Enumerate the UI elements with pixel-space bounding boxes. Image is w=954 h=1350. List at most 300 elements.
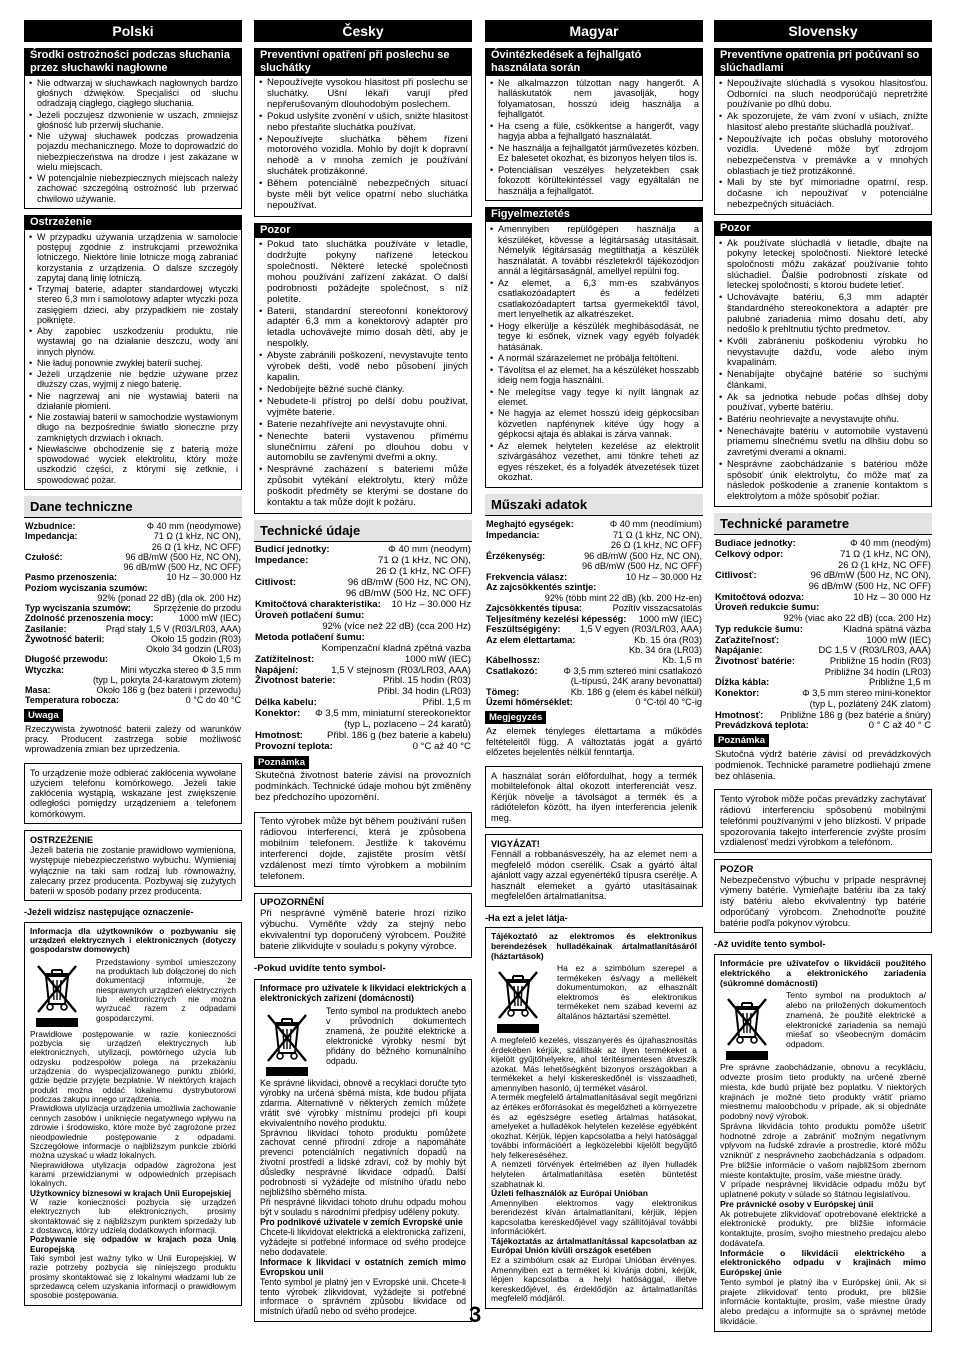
spec-key: Feszültségigény: <box>486 624 561 635</box>
spec-row <box>486 572 702 582</box>
specifications-table <box>485 516 703 708</box>
caution-list <box>714 236 932 507</box>
interference-notice: A használat során előfordulhat, hogy a termék mobiltelefonok által okozott interferenciát vesz. Kérjük növelje a távolságot a termék és a rádiótelefon között, ha ilyen interferencia jelenik meg. <box>485 766 703 828</box>
list-item: • Nenechte baterii vystavenou přímému slunečnímu záření po dlouhou dobu v automobilu se zavřenými dveřmi a okny. <box>258 432 468 465</box>
spec-value: 0 ° C až 40 ° C <box>868 719 931 731</box>
spec-value: 0 °C-tól 40 °C-ig <box>635 697 702 708</box>
list-item: • Hogy elkerülje a készülék meghibásodását, ne tegye ki esőnek, víznek vagy egyéb folyadék hatásának. <box>489 321 699 352</box>
symbol-line: -Až uvidíte tento symbol- <box>714 938 826 950</box>
spec-row <box>255 644 471 655</box>
list-item: • Pokud tato sluchátka používáte v letadle, dodržujte pokyny nařízené leteckou společností. Některé letecké společnosti mohou používání zařízení zakázat. O další podrobnosti požádejte společnost, s níž poletíte. <box>258 240 468 306</box>
column-cesky <box>254 20 472 1322</box>
caution-section <box>254 223 472 514</box>
spec-row <box>715 624 931 635</box>
note-title: Poznámka <box>714 734 769 747</box>
list-item: • Ne használja a fejhallgatót járművezetés közben. Ez balesetet okozhat, és bizonyos helyen tilos is. <box>489 143 699 164</box>
spec-row <box>25 603 241 613</box>
weee-outside-eu-title: Informácie o likvidácii elektrického a elektronického odpadu v krajinách mimo Európskej únie <box>720 1247 926 1278</box>
warning-title: VIGYÁZAT! <box>491 838 540 849</box>
caution-list <box>24 230 242 490</box>
weee-business-text: Amennyiben elektromos vagy elektronikus berendezést kíván ártalmatlanítani, kérjük, lépjen kapcsolatba kereskedőjével vagy szállítójával további információkért. <box>491 1197 697 1237</box>
list-item: • Nepoužívajte slúchadlá s vysokou hlasitosťou. Odborníci na sluch neodporúčajú nepretržité používanie po dlhú dobu. <box>718 78 928 110</box>
spec-value: Přibl. 15 hodin (R03) Přibl. 34 hodin (LR03) <box>377 675 471 698</box>
spec-key: Zaťažiteľnosť: <box>715 633 780 645</box>
spec-value: Kladná spätná väzba <box>843 622 931 634</box>
weee-outside-eu-text: Ez a szimbólum csak az Európai Unióban érvényes. Amennyiben ezt a terméket ki kívánja dobni, kérjük, lépjen kapcsolatba a helyi hatósággal, illetve kereskedőjével, és érdeklődjön az ártalmatlanítás megfelelő módjáról. <box>491 1255 697 1304</box>
weee-title: Informace pro uživatele k likvidaci elektrických a elektronických zařízení (domácnosti) <box>260 982 466 1003</box>
spec-value: Prąd stały 1,5 V (R03/LR03, AAA) <box>105 623 241 634</box>
specifications-section <box>485 494 703 760</box>
weee-paragraph: Prawidłowe postępowanie w razie konieczności pozbycia się urządzeń elektrycznych lub elektronicznych, utylizacji, powtórnego użycia lub odzysku podzespołów polega na przekazaniu urządzenia do wyspecjalizowanego punktu zbiórki, gdzie będzie przyjęte bezpłatnie. W niektórych krajach produkt można oddać lokalnemu dystrybutorowi podczas zakupu innego urządzenia. <box>30 1029 236 1105</box>
weee-business-title: Użytkownicy biznesowi w krajach Unii Europejskiej <box>30 1188 232 1198</box>
spec-row <box>255 676 471 698</box>
weee-outside-eu-text: Taki symbol jest ważny tylko w Unii Europejskiej. W razie potrzeby pozbycia się niniejszego produktu prosimy skontaktować się z lokalnymi władzami lub ze sprzedawcą celem uzyskania informacji o prawidłowym sposobie postępowania. <box>30 1253 236 1301</box>
spec-key: Typ wyciszania szumów: <box>25 603 131 614</box>
spec-key: Długość przewodu: <box>25 654 108 665</box>
spec-key: Pasmo przenoszenia: <box>25 572 118 583</box>
list-item: • Amennyiben repülőgépen használja a készüléket, kövesse a légitársaság utasításait. Némelyik légitársaság megtilthatja a készülék használatát. A további részletekről tájékozódjon annál a légitársaságnál, amellyel repülni fog. <box>489 224 699 276</box>
caution-title: Ostrzeżenie <box>24 215 242 230</box>
headphone-precautions <box>24 48 242 209</box>
spec-value: 1,5 V egyen (R03/LR03, AAA) <box>579 624 702 635</box>
spec-row <box>486 519 702 529</box>
spec-key: Teljesítmény kezelési képesség: <box>486 613 627 624</box>
spec-key: Zatížitelnost: <box>255 653 315 665</box>
spec-key: Citlivosť: <box>715 569 757 581</box>
weee-disposal-info <box>24 922 242 1306</box>
spec-value: 1,5 V stejnosm (R03/LR03, AAA) <box>331 664 471 676</box>
spec-key: Kábelhossz: <box>486 655 541 666</box>
list-item: • Nie nagrzewaj ani nie wystawiaj baterii na działanie płomieni. <box>28 391 238 412</box>
spec-key: Napájanie: <box>715 644 763 656</box>
list-item: • Nedobíjejte běžné suché články. <box>258 385 468 396</box>
crossed-bin-icon <box>30 958 90 1027</box>
crossed-bin-icon <box>491 964 551 1033</box>
weee-intro: Przedstawiony symbol umieszczony na produktach lub dołączonej do nich dokumentacji informuje, że niesprawnych urządzeń elektrycznych lub elektronicznych nie można wyrzucać razem z odpadami gospodarczymi. <box>96 957 236 1023</box>
spec-key: Wzbudnice: <box>25 521 76 532</box>
spec-row <box>486 635 702 656</box>
spec-value: 10 Hz – 30.000 Hz <box>391 599 471 611</box>
precautions-list <box>714 76 932 215</box>
symbol-line: -Jeżeli widzisz następujące oznaczenie- <box>24 907 194 918</box>
column-polski <box>24 20 242 1306</box>
spec-row <box>25 531 241 552</box>
bin-bar <box>726 1051 768 1060</box>
page-number: 3 <box>469 1302 482 1327</box>
battery-warning <box>714 859 932 933</box>
spec-key: Životnost baterie: <box>255 675 336 687</box>
spec-row <box>715 688 931 709</box>
spec-row <box>486 666 702 687</box>
spec-value: 1000 mW (IEC) <box>404 653 471 665</box>
spec-key: Masa: <box>25 685 51 696</box>
list-item: • Během potenciálně nebezpečných situací byste měli být velice opatrní nebo sluchátka nepoužívat. <box>258 179 468 212</box>
spec-row <box>486 603 702 613</box>
spec-key: Impedance: <box>255 555 309 567</box>
spec-key: Životnosť batérie: <box>715 655 796 667</box>
weee-title: Informácie pre užívateľov o likvidácii použitého elektrického a elektronického zariadenia (súkromné domácnosti) <box>720 958 926 988</box>
precautions-list <box>254 76 472 217</box>
headphone-precautions <box>714 48 932 215</box>
spec-key: Czułość: <box>25 551 63 562</box>
specifications-title: Műszaki adatok <box>485 494 703 516</box>
spec-key: Wtyczka: <box>25 664 65 675</box>
weee-disposal-info <box>714 954 932 1332</box>
list-item: • Jeżeli urządzenie nie będzie używane przez dłuższy czas, wyjmij z niego baterię. <box>28 369 238 390</box>
spec-value: Přibl. 1,5 m <box>422 697 471 709</box>
weee-paragraph: Nieprawidłowa utylizacja odpadów zagrożona jest karami przewidzianymi w odpowiednich przepisach lokalnych. <box>30 1160 236 1189</box>
list-item: • Nepoužívejte sluchátka během řízení motorového vozidla. Mohlo by dojít k dopravní nehodě a v mnoha zemích je používání sluchátek protizákonné. <box>258 135 468 179</box>
list-item: • Ak spozorujete, že vám zvoní v ušiach, znížte hlasitosť alebo prestaňte slúchadlá používať. <box>718 111 928 132</box>
spec-value: 1000 mW (IEC) <box>866 633 931 645</box>
spec-row <box>25 552 241 573</box>
spec-key: Dĺžka kábla: <box>715 676 770 688</box>
headphone-precautions <box>485 48 703 201</box>
weee-body <box>30 1030 236 1189</box>
list-item: • W potencjalnie niebezpiecznych miejscach należy zachować szczególną ostrożność lub przerwać chwilowo używanie. <box>28 173 238 204</box>
spec-value: Φ 40 mm (neodým) <box>850 537 931 549</box>
spec-value: 71 Ω (1 kHz, NC ON), 26 Ω (1 kHz, NC OFF) <box>151 531 241 552</box>
spec-row <box>25 665 241 686</box>
weee-intro: Tento symbol na produktech anebo v průvodních dokumentech znamená, že použité elektrické a elektronické výrobky nesmí být přidány do běžného komunálního odpadu. <box>326 1005 466 1066</box>
spec-key: Tömeg: <box>486 686 520 697</box>
spec-value: 96 dB/mW (500 Hz, NC ON), 96 dB/mW (500 Hz, NC OFF) <box>808 569 931 591</box>
spec-row <box>486 697 702 707</box>
list-item: • Nie zostawiaj baterii w samochodzie wystawionym długo na bezpośrednie światło słoneczne przy zamkniętych drzwiach i oknach. <box>28 412 238 443</box>
spec-row <box>486 624 702 634</box>
spec-key: Prevádzková teplota: <box>715 719 809 731</box>
spec-value: DC 1,5 V (R03/LR03, AAA) <box>818 644 931 656</box>
spec-value: Približne 1,5 m <box>868 676 931 688</box>
spec-key: Konektor: <box>715 687 760 699</box>
language-heading: Polski <box>24 20 242 42</box>
precautions-title: Preventívne opatrenia pri počúvaní so slúchadlami <box>714 48 932 76</box>
spec-key: Temperatura robocza: <box>25 695 119 706</box>
spec-value: Kb. 15 óra (R03) Kb. 34 óra (LR03) <box>628 634 702 655</box>
spec-key: Hmotnosť: <box>715 708 764 720</box>
spec-key: Impedancia: <box>486 529 540 540</box>
weee-paragraph: Prawidłowa utylizacja urządzenia umożliwia zachowanie cennych zasobów i uniknięcie negatywnego wpływu na zdrowie i środowisko, które może być zagrożone przez nieodpowiednie postępowanie z odpadami. Szczegółowe informacje o najbliższym punkcie zbiórki można uzyskać u władz lokalnych. <box>30 1104 236 1161</box>
weee-body <box>491 1036 697 1189</box>
interference-notice: Tento výrobek může být během používání rušen rádiovou interferencí, která je způsobena mobilním telefonem. Jestliže k takovému interferenci dojde, zajistěte prosím větší vzdálenost mezi tímto výrobkem a mobilním telefonem. <box>254 812 472 888</box>
spec-key: Budicí jednotky: <box>255 544 330 556</box>
spec-key: Úroveň redukcie šumu: <box>715 601 820 613</box>
spec-value: Kb. 186 g (elem és kábel nélkül) <box>570 686 702 697</box>
weee-business-title: Üzleti felhasználók az Európai Unióban <box>491 1188 648 1199</box>
weee-paragraph: Správnou likvidací tohoto produktu pomůžete zachovat cenné přírodní zdroje a napomáháte prevenci potenciálních negativních dopadů na životní prostředí a lidské zdraví, což by mohly být důsledky nesprávné likvidace odpadů. Další podrobnosti si vyžádejte od místního úřadu nebo nejbližšího sběrného místa. <box>260 1127 466 1198</box>
weee-title: Tájékoztató az elektromos és elektronikus berendezések hulladékainak ártalmatlanításáról (háztartások) <box>491 931 697 961</box>
spec-key: Zajcsökkentés típusa: <box>486 603 582 614</box>
column-slovensky <box>714 20 932 1332</box>
spec-row <box>715 570 931 591</box>
list-item: • Mali by ste byť mimoriadne opatrní, resp. dočasne ich nepoužívať v potenciálne nebezpečných situáciách. <box>718 177 928 209</box>
spec-value: Φ 3,5 mm stereo mini-konektor (typ L, pozlátený 24K zlatom) <box>802 687 931 709</box>
specifications-section <box>254 520 472 806</box>
note-text: Skutočná výdrž batérie závisí od prevádzkových podmienok. Technické parametre podliehajú zmene bez ohlásenia. <box>715 748 931 781</box>
spec-value: 71 Ω (1 kHz, NC ON), 26 Ω (1 kHz, NC OFF) <box>375 555 471 578</box>
spec-row <box>25 624 241 634</box>
spec-key: Kmitočtová charakteristika: <box>255 599 381 611</box>
list-item: • Nenechávajte batériu v automobile vystavenú priamemu slnečnému svetlu na dlhšiu dobu so zavretými dverami a oknami. <box>718 426 928 458</box>
spec-value: 92% (viac ako 22 dB) (cca. 200 Hz) <box>783 612 931 624</box>
spec-key: Impedancja: <box>25 531 78 542</box>
list-item: • Nesprávné zacházení s bateriemi může způsobit vytékání elektrolytu, který může poškodit předměty se kterými se dostane do kontaktu a tak může dojít k požáru. <box>258 465 468 509</box>
caution-section <box>714 221 932 507</box>
weee-paragraph: A termék megfelelő ártalmatlanításával segít megőrizni az értékes erőforrásokat és megelőzheti a környezetre és az egészségre esetleg ártalmas hatásokat, amelyeket a hulladékok helytelen kezelése egyébként okozhat. Kérjük, lépjen kapcsolatba a helyi hatósággal további információért a legközelebbi kijelölt begyűjtő hely felkereséséhez. <box>491 1092 697 1160</box>
list-item: • Ne alkalmazzon túlzottan nagy hangerőt. A halláskutatók nem javasolják, hogy folyamatosan, hosszú ideig használja a fejhallgatót. <box>489 78 699 120</box>
spec-key: Budiace jednotky: <box>715 537 796 549</box>
list-item: • Nepoužívejte vysokou hlasitost při poslechu se sluchátky. Ušní lékaři varují před nepřerušovaným dlouhodobým poslechem. <box>258 78 468 111</box>
caution-list <box>254 238 472 514</box>
list-item: • Ak sa jednotka nebude počas dlhšej doby používať, vyberte batériu. <box>718 392 928 413</box>
weee-outside-eu-title: Pozbywanie się odpadów w krajach poza Unią Europejską <box>30 1235 236 1254</box>
list-item: • Az elemek helytelen kezelése az elektrolit szivárgásához vezethet, ami tönkre teheti az egyes részeket, és a folyadék átvezetések tüzet okozhat. <box>489 441 699 483</box>
warning-title: POZOR <box>720 863 754 874</box>
column-magyar <box>485 20 703 1309</box>
weee-paragraph: Správna likvidácia tohto produktu pomôže ušetriť hodnotné zdroje a zabrániť možným negatívnym vplyvom na ľudské zdravie a prostredie, ktoré môžu vzniknúť z nesprávneho zaobchádzania s odpadom. Pre bližšie informácie o vašom najbližšom zbernom mieste kontaktujte, prosím, vaše miestne úrady. <box>720 1120 926 1180</box>
list-item: • Nie używaj słuchawek podczas prowadzenia pojazdu mechanicznego. Może to doprowadzić do niebezpieczeństwa na drodze i jest zakazane w wielu miejscach. <box>28 131 238 172</box>
specifications-table <box>254 542 472 753</box>
weee-paragraph: V prípade nesprávnej likvidácie odpadu môžu byť uplatnené pokuty v súlade so štátnou legislatívou. <box>720 1179 926 1200</box>
spec-row <box>25 593 241 603</box>
warning-text: Nebezpečenstvo výbuchu v prípade nesprávnej výmeny batérie. Vymieňajte batériu iba za taký istý batériu alebo ekvivalentný typ batérie odporúčaný výrobcom. Znehodnoťte použité batérie podľa pokynov výrobcu. <box>720 873 926 928</box>
spec-key: Kmitočtová odozva: <box>715 590 805 602</box>
spec-key: Úroveň potlačení šumu: <box>255 609 365 621</box>
list-item: • Ne melegítse vagy tegye ki nyílt lángnak az elemet. <box>489 387 699 408</box>
spec-row <box>715 549 931 570</box>
spec-key: Żywotność baterii: <box>25 633 105 644</box>
spec-key: Provozní teplota: <box>255 741 333 753</box>
spec-value: 92% (több mint 22 dB) (kb. 200 Hz-en) <box>544 592 702 603</box>
weee-paragraph: A nemzeti törvények értelmében az ilyen hulladék helytelen ártalmatlanítása esetén büntetést szabhatnak ki. <box>491 1159 697 1189</box>
list-item: • Nenabíjajte obyčajné batérie so suchými článkami. <box>718 369 928 390</box>
bin-bar <box>497 1024 539 1033</box>
bin-bar <box>36 1018 78 1027</box>
specifications-title: Technické údaje <box>254 520 472 542</box>
symbol-line: -Ha ezt a jelet látja- <box>485 912 568 923</box>
spec-value: Pozitív visszacsatolás <box>612 603 702 614</box>
spec-row <box>255 709 471 731</box>
weee-body <box>720 1063 926 1200</box>
spec-value: 96 dB/mW (500 Hz, NC ON), 96 dB/mW (500 Hz, NC OFF) <box>123 551 241 573</box>
spec-row <box>715 720 931 731</box>
spec-value: 10 Hz – 30 000 Hz <box>853 590 931 602</box>
list-item: • Batériu neohrievajte a nevystavujte ohňu. <box>718 414 928 425</box>
spec-key: Hmotnost: <box>255 730 303 742</box>
list-item: • Jeżeli poczujesz dzwonienie w uszach, zmniejsz głośność lub przerwij słuchanie. <box>28 110 238 131</box>
spec-value: Około 1,5 m <box>192 654 241 665</box>
list-item: • Ak používate slúchadlá v lietadle, dbajte na pokyny leteckej spoločnosti. Niektoré letecké spoločnosti môžu zakázať používanie tohto slúchadiel. Ďalšie podrobnosti získate od leteckej spoločnosti, s ktorou budete letieť. <box>718 238 928 292</box>
spec-row <box>25 613 241 623</box>
spec-row <box>486 530 702 551</box>
spec-value: 0 °C do 40 °C <box>185 695 241 706</box>
list-item: • Nepoužívajte ich počas obsluhy motorového vozidla. Uvedené môže byť zdrojom nebezpečenstva v premávke a v mnohých oblastiach je tiež protizákonné. <box>718 134 928 177</box>
spec-value: Φ 40 mm (neodymowe) <box>146 521 241 532</box>
weee-outside-eu-text: Tento symbol je platný jen v Evropské unii. Chcete-li tento výrobek zlikvidovat, vyžádejte si potřebné informace o správném způsobu likvidace od místních úřadů nebo od svého prodejce. <box>260 1276 466 1317</box>
precautions-title: Środki ostrożności podczas słuchania przez słuchawki nagłowne <box>24 48 242 76</box>
spec-value: Približne 15 hodín (R03) Približne 34 hodín (LR03) <box>824 655 931 677</box>
specifications-title: Technické parametre <box>714 513 932 535</box>
weee-title: Informacja dla użytkowników o pozbywaniu się urządzeń elektrycznych i elektronicznych (dotyczy gospodarstw domowych) <box>30 926 236 955</box>
note-text: Skutečná životnost baterie závisí na provozních podmínkách. Technické údaje mohou být změněny bez předchozího upozornění. <box>255 770 471 803</box>
caution-section <box>485 207 703 488</box>
spec-value: 92% (ponad 22 dB) (dla ok. 200 Hz) <box>97 592 241 603</box>
spec-key: Metoda potlačení šumu: <box>255 631 365 643</box>
spec-row <box>486 614 702 624</box>
weee-business-title: Pro podnikové uživatele v zemích Evropské unie <box>260 1216 463 1227</box>
list-item: • Baterii, standardní stereofonní konektorový adaptér 6,3 mm a konektorový adaptér pro letadla uchovávejte mimo dosah dětí, aby je nespolkly. <box>258 307 468 351</box>
weee-business-text: W razie konieczności pozbycia się urządzeń elektrycznych lub elektronicznych, prosimy skontaktować się z najbliższym punktem sprzedaży lub z dostawcą, którzy udzielą dodatkowych informacji. <box>30 1197 236 1235</box>
spec-value: 1000 mW (IEC) <box>178 613 241 624</box>
spec-value: Φ 3,5 mm sztereó mini csatlakozó (L-típusú, 24K arany bevonattal) <box>563 665 702 687</box>
list-item: • Kvôli zabráneniu poškodeniu výrobku ho nevystavujte dažďu, vode alebo iným kvapalinám. <box>718 336 928 368</box>
spec-value: Kompenzační kladná zpětná vazba <box>321 642 471 654</box>
specifications-table <box>24 518 242 706</box>
note-title: Uwaga <box>24 709 63 722</box>
list-item: • Az elemet, a 6,3 mm-es szabványos csatlakozóadaptert és a fedélzeti csatlakozóadaptert tartsa gyermekektől távol, mert lenyelhetik az alkatrészeket. <box>489 278 699 320</box>
spec-row <box>25 583 241 593</box>
spec-key: Frekvencia válasz: <box>486 571 568 582</box>
spec-value: Około 186 g (bez baterii i przewodu) <box>96 685 241 696</box>
spec-value: Około 15 godzin (R03) Około 34 godzin (LR03) <box>145 633 241 655</box>
spec-row <box>715 656 931 677</box>
spec-key: Délka kabelu: <box>255 697 317 709</box>
caution-title: Pozor <box>254 223 472 238</box>
spec-value: 10 Hz – 30.000 Hz <box>166 572 241 583</box>
interference-notice: Tento výrobok môže počas prevádzky zachytávať rádiovú interferenciu spôsobenú mobilnými telefónmi používanými v jeho blízkosti. V prípade spozorovania takejto interferencie zvýšte prosím vzdialenosť medzi výrobkom a telefónom. <box>714 789 932 853</box>
list-item: • Aby zapobiec uszkodzeniu produktu, nie wystawiaj go na działanie deszczu, wody ani innych płynów. <box>28 326 238 357</box>
weee-paragraph: A megfelelő kezelés, visszanyerés és újrahasznosítás érdekében kérjük, szállítsák az ilyen termékeket a kijelölt gyűjtőhelyekre, ahol térítésmentesen átveszik azokat. Más lehetőségként bizonyos országokban a termékeket a helyi kiskereskedőnél is visszaadheti, amennyiben hasonló, új terméket vásárol. <box>491 1035 697 1093</box>
list-item: • Potenciálisan veszélyes helyzetekben csak fokozott körültekintéssel vagy egyáltalán ne használja a fejhallgatót. <box>489 165 699 196</box>
spec-value: Sprzężenie do przodu <box>153 603 241 614</box>
spec-row <box>25 572 241 582</box>
battery-warning <box>254 893 472 958</box>
spec-row <box>25 634 241 655</box>
weee-body <box>260 1079 466 1218</box>
spec-row <box>486 593 702 603</box>
weee-outside-eu-text: Tento symbol je platný iba v Európskej únii. Ak si prajete zlikvidovať tento produkt, pre bližšie informácie kontaktujte, prosím, vaše miestne úrady alebo predajcu a informujte sa o správnej metóde likvidácie. <box>720 1276 926 1326</box>
language-heading: Slovensky <box>714 20 932 42</box>
spec-value: Φ 40 mm (neodímium) <box>609 519 702 530</box>
warning-text: Jeżeli bateria nie zostanie prawidłowo wymieniona, występuje niebezpieczeństwo wybuchu. Wymieniaj wyłącznie na taki sam rodzaj lub równoważny, zalecany przez producenta. Pozbywaj się zużytych baterii w sposób podany przez producenta. <box>30 845 236 897</box>
weee-outside-eu-title: Tájékoztatás az ártalmatlanítással kapcsolatban az Európai Unión kívüli országok esetében <box>491 1235 697 1256</box>
spec-value: 96 dB/mW (500 Hz, NC ON), 96 dB/mW (500 Hz, NC OFF) <box>582 550 702 572</box>
list-item: • Abyste zabránili poškození, nevystavujte tento výrobek dešti, vodě nebo působení jiných kapalin. <box>258 351 468 384</box>
weee-paragraph: Při nesprávné likvidaci tohoto druhu odpadu mohou být v souladu s národními předpisy uděleny pokuty. <box>260 1197 466 1218</box>
spec-row <box>25 685 241 695</box>
spec-row <box>255 655 471 666</box>
specifications-section <box>714 513 932 784</box>
spec-value: 1000 mW (IEC) <box>638 613 702 624</box>
note-title: Megjegyzés <box>485 711 546 724</box>
weee-intro: Tento symbol na produktoch a/ alebo na priložených dokumentoch znamená, že použité elektrické a elektronické zariadenia sa nemajú miešať so všeobecným domácim odpadom. <box>786 990 926 1050</box>
list-item: • A normál szárazelemet ne próbálja feltölteni. <box>489 353 699 363</box>
warning-title: UPOZORNĚNÍ <box>260 897 324 909</box>
spec-value: 92% (více než 22 dB) (cca 200 Hz) <box>322 620 471 632</box>
spec-value: Φ 40 mm (neodym) <box>388 544 471 556</box>
spec-value: 71 Ω (1 kHz, NC ON), 26 Ω (1 kHz, NC OFF) <box>838 547 931 570</box>
spec-row <box>486 655 702 665</box>
specifications-title: Dane techniczne <box>24 496 242 518</box>
spec-key: Az zajcsökkentés szintje: <box>486 582 597 593</box>
weee-paragraph: Ke správné likvidaci, obnově a recyklaci doručte tyto výrobky na určená sběrná místa, kde budou přijata zdarma. Alternativně v některých zemích můžete vrátit své výrobky místnímu prodejci při koupi ekvivalentního nového produktu. <box>260 1077 466 1128</box>
weee-disposal-info <box>254 979 472 1322</box>
list-item: • Nie odtwarzaj w słuchawkach nagłownych bardzo głośnych dźwięków. Specjaliści od słuchu odradzają ciągłego, ciągłego słuchania. <box>28 78 238 109</box>
spec-key: Zdolność przenoszenia mocy: <box>25 613 154 624</box>
spec-key: Üzemi hőmérséklet: <box>486 697 573 708</box>
list-item: • Nesprávne zaobchádzanie s batériou môže spôsobiť únik elektrolytu, čo môže mať za následok poškodenie a zranenie kontaktom s elektrolytom a môže spôsobiť požiar. <box>718 459 928 502</box>
list-item: • Nebudete-li přístroj po delší dobu používat, vyjměte baterie. <box>258 397 468 419</box>
caution-section <box>24 215 242 490</box>
list-item: • Távolítsa el az elemet, ha a készüléket hosszabb ideig nem fogja használni. <box>489 365 699 386</box>
spec-value: 71 Ω (1 kHz, NC ON), 26 Ω (1 kHz, NC OFF) <box>610 529 702 551</box>
weee-disposal-info <box>485 927 703 1308</box>
spec-key: Poziom wyciszania szumów: <box>25 582 148 593</box>
specifications-table <box>714 535 932 731</box>
spec-key: Meghajtó egységek: <box>486 519 574 530</box>
crossed-bin-icon <box>260 1007 320 1076</box>
spec-key: Zasilanie: <box>25 623 67 634</box>
weee-business-title: Pre právnické osoby v Európskej únii <box>720 1198 874 1209</box>
spec-value: Přibl. 186 g (bez baterie a kabelu) <box>327 730 471 742</box>
spec-value: Φ 3,5 mm, miniaturní stereokonektor (typ L, pozlaceno – 24 karatů) <box>315 708 471 731</box>
spec-value: Približne 186 g (bez batérie a šnúry) <box>780 708 931 720</box>
spec-key: Typ redukcie šumu: <box>715 622 803 634</box>
warning-text: Při nesprávné výměně baterie hrozí riziko výbuchu. Vyměňte vždy za stejný nebo ekvivalentní typ doporučený výrobcem. Použité baterie zlikvidujte v souladu s pokyny výrobce. <box>260 908 466 953</box>
spec-row <box>255 556 471 578</box>
list-item: • Uchovávajte batériu, 6,3 mm adaptér štandardného stereokonektora a adaptér pre palubné zariadenia mimo dosahu detí, aby nedošlo k prehltnutiu týchto predmetov. <box>718 292 928 335</box>
precautions-title: Óvintézkedések a fejhallgató használata során <box>485 48 703 76</box>
weee-business-text: Ak potrebujete zlikvidovať opotrebované elektrické a elektronické produkty, pre bližšie informácie kontaktujte, prosím, svojho miestneho predajcu alebo dodávateľa. <box>720 1208 926 1248</box>
weee-intro: Ha ez a szimbólum szerepel a termékeken és/vagy a mellékelt dokumentumokon, az elhasznált elektromos és elektronikus termékeket nem szabad keverni az általános háztartási szeméttel. <box>557 963 697 1021</box>
symbol-line: -Pokud uvidíte tento symbol- <box>254 963 386 975</box>
spec-row <box>25 695 241 705</box>
crossed-bin-icon <box>720 991 780 1060</box>
spec-row <box>25 654 241 664</box>
spec-key: Az elem élettartama: <box>486 634 576 645</box>
list-item: • Baterie nezahřívejte ani nevystavujte ohni. <box>258 420 468 431</box>
battery-warning <box>485 834 703 907</box>
spec-row <box>486 551 702 572</box>
weee-business-text: Chcete-li likvidovat elektrická a elektronická zařízení, vyžádejte si potřebné informace od svého prodejce nebo dodavatele. <box>260 1226 466 1257</box>
note-text: Rzeczywista żywotność baterii zależy od warunków pracy. Producent zastrzega sobie możliwość wprowadzenia zmian bez uprzedzenia. <box>25 723 241 755</box>
precautions-list <box>24 76 242 209</box>
list-item: • Niewłaściwe obchodzenie się z baterią może spowodować wyciek elektrolitu, który może uszkodzić części, z którymi się zetknie, i spowodować pożar. <box>28 444 238 485</box>
note-title: Poznámka <box>254 756 309 769</box>
spec-row <box>486 582 702 592</box>
spec-key: Celkový odpor: <box>715 547 784 559</box>
language-heading: Magyar <box>485 20 703 42</box>
spec-key: Napájení: <box>255 664 299 676</box>
headphone-precautions <box>254 48 472 217</box>
caution-title: Pozor <box>714 221 932 236</box>
list-item: • Ha cseng a füle, csökkentse a hangerőt, vagy hagyja abba a fejhallgató használatát. <box>489 121 699 142</box>
spec-key: Csatlakozó: <box>486 665 538 676</box>
weee-paragraph: Pre správne zaobchádzanie, obnovu a recykláciu, odvezte prosím tieto produkty na určené zberné miesta, kde budú prijaté bez poplatku. V niektorých krajinách je možné tieto produkty vrátiť priamo miestnemu maloobchodu v prípade, ak si objednáte podobný nový výrobok. <box>720 1062 926 1122</box>
language-heading: Česky <box>254 20 472 42</box>
caution-title: Figyelmeztetés <box>485 207 703 222</box>
precautions-title: Preventivní opatření při poslechu se sluchátky <box>254 48 472 76</box>
caution-list <box>485 222 703 488</box>
spec-value: Kb. 1,5 m <box>662 655 702 666</box>
specifications-section <box>24 496 242 757</box>
interference-notice: To urządzenie może odbierać zakłócenia wywołane użyciem telefonu komórkowego. Jeżeli takie zakłócenia wystąpią, wskazane jest zwiększenie odległości pomiędzy urządzeniem a telefonem komórkowym. <box>24 763 242 824</box>
warning-title: OSTRZEŻENIE <box>30 834 94 845</box>
precautions-list <box>485 76 703 201</box>
spec-row <box>486 687 702 697</box>
spec-value: 10 Hz – 30.000 Hz <box>625 571 702 582</box>
spec-key: Érzékenység: <box>486 550 546 561</box>
